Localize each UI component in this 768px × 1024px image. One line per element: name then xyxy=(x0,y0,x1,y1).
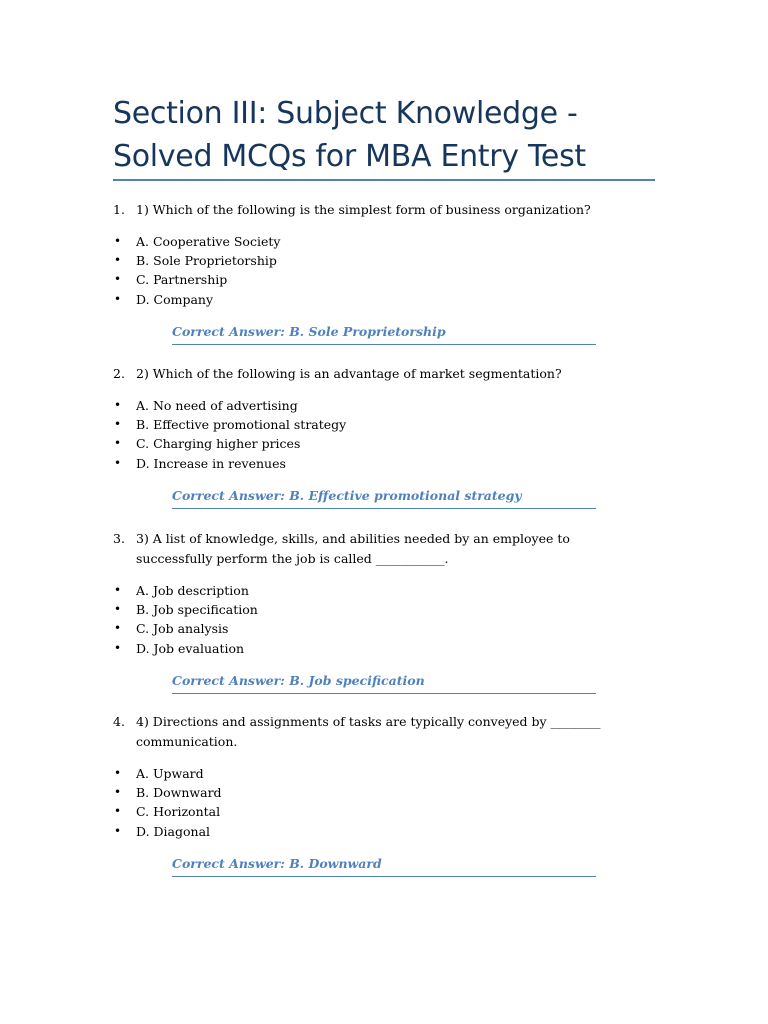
option-item xyxy=(113,802,633,821)
bullet-icon: • xyxy=(114,785,122,800)
bullet-icon: • xyxy=(114,398,122,412)
question-number: 2. xyxy=(113,366,125,381)
option-item xyxy=(113,270,633,289)
bullet-icon: • xyxy=(114,455,122,470)
option-text: C. Job analysis xyxy=(136,621,229,637)
option-list xyxy=(113,764,633,841)
option-item xyxy=(113,581,633,600)
correct-answer: Correct Answer: B. Downward xyxy=(172,854,596,877)
question-2 xyxy=(113,364,633,384)
option-text: B. Downward xyxy=(136,785,222,801)
option-text: C. Partnership xyxy=(136,272,228,288)
bullet-icon: • xyxy=(114,272,122,287)
option-item xyxy=(113,783,633,802)
question-number: 3. xyxy=(113,531,125,546)
option-item xyxy=(113,639,633,658)
correct-answer: Correct Answer: B. Sole Proprietorship xyxy=(172,322,596,345)
option-item xyxy=(113,251,633,270)
option-item xyxy=(113,396,633,415)
option-text: B. Sole Proprietorship xyxy=(136,253,277,269)
option-item xyxy=(113,822,633,841)
question-text: 3) A list of knowledge, skills, and abilities needed by an employee to successfully perform the job is called ___________. xyxy=(136,531,570,566)
option-text: B. Job specification xyxy=(136,602,258,618)
option-item xyxy=(113,415,633,434)
bullet-icon: • xyxy=(114,640,122,655)
option-list xyxy=(113,232,633,309)
bullet-icon: • xyxy=(114,234,122,248)
bullet-icon: • xyxy=(114,583,122,597)
question-text: 2) Which of the following is an advantage of market segmentation? xyxy=(136,366,562,381)
option-item xyxy=(113,619,633,638)
question-number: 1. xyxy=(113,202,125,217)
bullet-icon: • xyxy=(114,823,122,838)
bullet-icon: • xyxy=(114,291,122,306)
document-title: Section III: Subject Knowledge - Solved MCQs for MBA Entry Test xyxy=(113,96,586,174)
correct-answer: Correct Answer: B. Effective promotional strategy xyxy=(172,486,596,509)
option-text: D. Increase in revenues xyxy=(136,455,286,471)
option-text: A. No need of advertising xyxy=(136,398,298,413)
option-item xyxy=(113,434,633,453)
option-text: D. Company xyxy=(136,291,214,307)
option-text: D. Job evaluation xyxy=(136,640,245,656)
question-block-3 xyxy=(113,529,633,694)
question-3 xyxy=(113,529,633,569)
option-text: B. Effective promotional strategy xyxy=(136,417,347,433)
option-list xyxy=(113,396,633,473)
question-block-1 xyxy=(113,200,633,345)
question-1 xyxy=(113,200,633,220)
title-underline xyxy=(113,179,655,181)
option-text: A. Upward xyxy=(136,766,204,781)
bullet-icon: • xyxy=(114,766,122,780)
correct-answer: Correct Answer: B. Job specification xyxy=(172,671,596,694)
bullet-icon: • xyxy=(114,436,122,451)
option-item xyxy=(113,600,633,619)
bullet-icon: • xyxy=(114,621,122,636)
option-text: C. Horizontal xyxy=(136,804,221,820)
bullet-icon: • xyxy=(114,602,122,617)
bullet-icon: • xyxy=(114,804,122,819)
option-text: C. Charging higher prices xyxy=(136,436,301,452)
question-text: 4) Directions and assignments of tasks are typically conveyed by ________ communication. xyxy=(136,714,601,749)
question-block-2 xyxy=(113,364,633,509)
option-text: A. Job description xyxy=(136,583,249,598)
option-text: D. Diagonal xyxy=(136,823,211,839)
option-list xyxy=(113,581,633,658)
option-text: A. Cooperative Society xyxy=(136,234,281,249)
question-block-4 xyxy=(113,712,633,877)
option-item xyxy=(113,454,633,473)
bullet-icon: • xyxy=(114,253,122,268)
option-item xyxy=(113,232,633,251)
question-text: 1) Which of the following is the simplest form of business organization? xyxy=(136,202,591,217)
question-number: 4. xyxy=(113,714,125,729)
bullet-icon: • xyxy=(114,417,122,432)
question-4 xyxy=(113,712,633,752)
option-item xyxy=(113,290,633,309)
option-item xyxy=(113,764,633,783)
